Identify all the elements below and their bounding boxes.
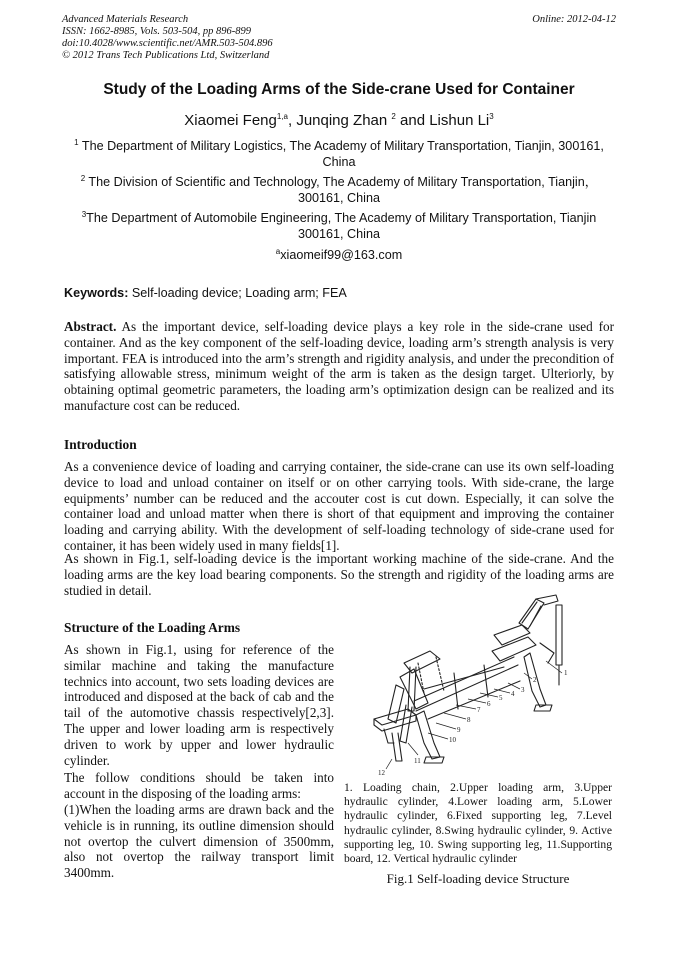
- introduction-paragraph-1: As a convenience device of loading and carrying container, the side-crane can use its own self-loading device to load and unload container on itself or on other carrying tools. With side-crane, the large equipments’ number can be reduced and the accouter cost is cut down. Especially, it can solve the container load and unload matter when there is short of that equipment and improving the container loading and carrying ability. With the development of self-loading technology of side-crane used for container, it has been widely used in many fields[1].: [64, 459, 614, 553]
- affiliation-text: The Department of Automobile Engineering, The Academy of Military Transportation, Tianjin 300161, China: [86, 211, 597, 241]
- leader-line: [408, 743, 418, 755]
- author-name: Xiaomei Feng: [184, 112, 277, 129]
- figure-callout: 10: [449, 736, 456, 744]
- right-vertical-cylinder: [556, 605, 562, 665]
- structure-heading: Structure of the Loading Arms: [64, 620, 241, 635]
- leader-line: [444, 713, 466, 719]
- affiliation-1: [68, 138, 610, 170]
- doi-line: doi:10.4028/www.scientific.net/AMR.503-504.896: [62, 38, 273, 49]
- abstract-label: Abstract.: [64, 319, 117, 334]
- self-loading-device-drawing: [344, 593, 620, 779]
- affiliation-text: The Department of Military Logistics, The Academy of Military Transportation, Tianjin, 300161, China: [78, 139, 604, 169]
- keywords: [64, 286, 616, 300]
- copyright-line: © 2012 Trans Tech Publications Ltd, Switzerland: [62, 50, 270, 61]
- paper-title: Study of the Loading Arms of the Side-crane Used for Container: [103, 81, 575, 98]
- author-name: and Lishun Li: [395, 112, 490, 129]
- figure-callout: 7: [477, 706, 481, 714]
- email-sup: a: [275, 246, 281, 256]
- structure-paragraph-2: The follow conditions should be taken into account in the disposing of the loading arms:: [64, 770, 334, 801]
- figure-callout: 5: [499, 694, 503, 702]
- abstract: [64, 319, 614, 414]
- figure-callout: 6: [487, 700, 491, 708]
- figure-callout: 11: [414, 757, 421, 765]
- leader-line: [386, 759, 392, 769]
- author-sup: 3: [489, 112, 494, 121]
- figure-callout: 9: [457, 726, 461, 734]
- affiliation-3: [68, 210, 610, 242]
- running-header: [62, 14, 273, 62]
- right-cylinder-link: [540, 643, 554, 663]
- figure-legend: 1. Loading chain, 2.Upper loading arm, 3.Upper hydraulic cylinder, 4.Lower loading arm, 5.Lower hydraulic cylinder, 6.Fixed supporting leg, 7.Level hydraulic cylinder, 8.Swing hydraulic cylinder, 9. Active supporting leg, 10. Swing supporting leg, 11.Supporting board, 12. Vertical hydraulic cylinder: [344, 781, 612, 866]
- figure-callout: 4: [511, 690, 515, 698]
- figure-caption: Fig.1 Self-loading device Structure: [386, 871, 570, 886]
- leader-line: [436, 723, 456, 729]
- leader-line: [546, 661, 562, 673]
- leader-line: [428, 733, 448, 739]
- journal-name: Advanced Materials Research: [62, 14, 189, 25]
- online-date: Online: 2012-04-12: [532, 14, 616, 25]
- figure-callout: 12: [378, 769, 385, 777]
- affiliation-text: The Division of Scientific and Technology, The Academy of Military Transportation, Tianjin，300161, China: [85, 175, 598, 205]
- structure-paragraph-3: (1)When the loading arms are drawn back and the vehicle is in running, its outline dimension should not overtop the culvert dimension of 3500mm, also not overtop the railway transport limit 3400mm.: [64, 802, 334, 881]
- introduction-paragraph-2: As shown in Fig.1, self-loading device is the important working machine of the side-crane. And the loading arms are the key load bearing components. So the strength and rigidity of the loading arms are studied in detail.: [64, 551, 614, 598]
- right-lower-arm: [494, 625, 530, 645]
- right-upper-arm: [519, 599, 544, 629]
- left-leg-foot: [424, 757, 444, 763]
- chassis-rail-1: [424, 667, 504, 689]
- author-sup: 1,a: [276, 112, 288, 121]
- affiliation-2: [68, 174, 610, 206]
- figure-callout: 3: [521, 686, 525, 694]
- affiliation-sup: 1: [74, 137, 79, 147]
- figure-callout: 1: [564, 669, 568, 677]
- figure-callout: 8: [467, 716, 471, 724]
- author-email: [40, 248, 638, 262]
- left-upper-cylinder: [408, 667, 416, 711]
- abstract-text: As the important device, self-loading device plays a key role in the side-crane used for container. And as the key component of the self-loading device, loading arm’s strength analysis is very important. FEA is introduced into the arm’s strength and rigidity analysis, and under the precondition of satisfying allowable stress, minimum weight of the arm is taken as the design target. Ulteriorly, by obtaining optimal geometric parameters, the loading arm’s optimization design can be realized and its manufacture cost can be reduced.: [64, 319, 614, 413]
- keywords-label: Keywords:: [64, 286, 129, 300]
- affiliation-sup: 3: [81, 209, 87, 219]
- author-sup: 2: [391, 112, 396, 121]
- affiliation-sup: 2: [80, 173, 86, 183]
- keywords-text: Self-loading device; Loading arm; FEA: [128, 286, 347, 300]
- author-name: , Junqing Zhan: [287, 112, 392, 129]
- leader-line: [456, 705, 476, 709]
- issn-line: ISSN: 1662-8985, Vols. 503-504, pp 896-899: [62, 26, 251, 37]
- email-text: xiaomeif99@163.com: [280, 248, 403, 262]
- cross-member-1: [454, 673, 458, 709]
- right-top-bracket: [536, 595, 558, 605]
- introduction-heading: Introduction: [64, 437, 137, 452]
- structure-paragraph-1: As shown in Fig.1, using for reference of the similar machine and taking the manufacture technics into account, two sets loading devices are introduced and disposed at the back of cab and the tail of the automotive chassis respectively[2,3]. The upper and lower loading arm is respectively driven to work by upper and lower hydraulic cylinder.: [64, 642, 334, 768]
- author-list: [40, 112, 638, 129]
- left-lower-arm: [388, 685, 404, 723]
- figure-callout: 2: [533, 676, 537, 684]
- left-swing-leg: [416, 711, 440, 759]
